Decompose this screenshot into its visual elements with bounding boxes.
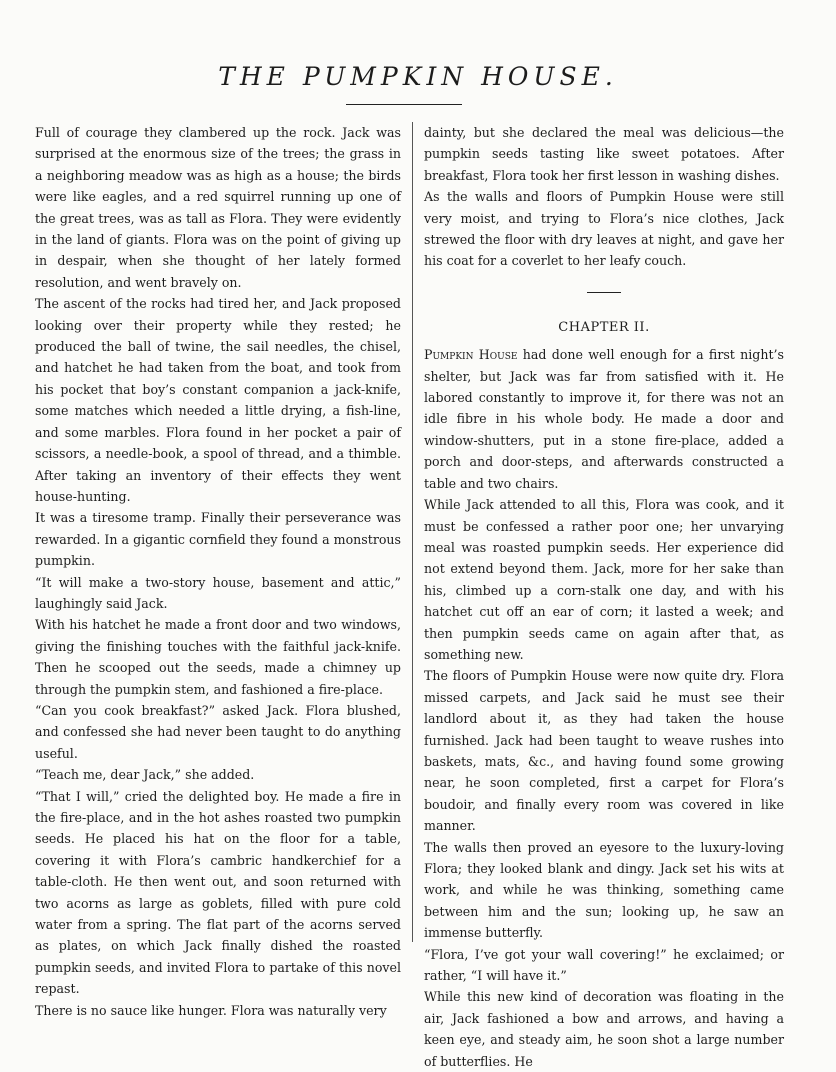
paragraph: While this new kind of decoration was floating in the air, Jack fashioned a bow and arrows, and having a keen eye, and steady aim, he soon shot a large number of butterflies. He: [424, 989, 784, 1069]
paragraph: The walls then proved an eyesore to the luxury-loving Flora; they looked blank and dingy. Jack set his wits at work, and while he was thinking, something came between him and the sun; looking up, he saw an immense butterfly.: [424, 839, 784, 941]
chapter-first-paragraph: had done well enough for a first night’s shelter, but Jack was far from satisfied with it. He labored constantly to improve it, for there was not an idle fibre in his whole body. He made a door and window-shutters, put in a stone fire-place, added a porch and door-steps, and afterwards constructed a table and two chairs.: [424, 347, 785, 491]
page-title: THE PUMPKIN HOUSE.: [218, 62, 618, 91]
paragraph: [424, 344, 784, 494]
chapter-rule: [587, 292, 621, 293]
column-divider: [412, 122, 413, 942]
paragraph: “It will make a two-story house, basement and attic,” laughingly said Jack.: [35, 574, 401, 611]
paragraph: dainty, but she declared the meal was delicious—the pumpkin seeds tasting like sweet potatoes. After breakfast, Flora took her first lesson in washing dishes.: [424, 125, 784, 183]
paragraph: While Jack attended to all this, Flora was cook, and it must be confessed a rather poor one; her unvarying meal was roasted pumpkin seeds. Her experience did not extend beyond them. Jack, more for her sake than his, climbed up a corn-stalk one day, and with his hatchet cut off an ear of corn; it lasted a week; and then pumpkin seeds came on again after that, as something new.: [424, 497, 784, 662]
paragraph: Full of courage they clambered up the rock. Jack was surprised at the enormous size of the trees; the grass in a neighboring meadow was as high as a house; the birds were like eagles, and a red squirrel running up one of the great trees, was as tall as Flora. They were evidently in the land of giants. Flora was on the point of giving up in despair, when she thought of her lately formed resolution, and went bravely on.: [35, 125, 401, 290]
paragraph: The ascent of the rocks had tired her, and Jack proposed looking over their property while they rested; he produced the ball of twine, the sail needles, the chisel, and hatchet he had taken from the boat, and took from his pocket that boy’s constant companion a jack-knife, some matches which needed a little drying, a fish-line, and some marbles. Flora found in her pocket a pair of scissors, a needle-book, a spool of thread, and a thimble. After taking an inventory of their effects they went house-hunting.: [35, 296, 401, 504]
chapter-heading: CHAPTER II.: [558, 319, 650, 335]
right-column: [424, 122, 784, 1072]
paragraph: “Teach me, dear Jack,” she added.: [35, 767, 255, 783]
paragraph: There is no sauce like hunger. Flora was naturally very: [35, 1002, 387, 1018]
paragraph: It was a tiresome tramp. Finally their perseverance was rewarded. In a gigantic cornfield they found a monstrous pumpkin.: [35, 510, 401, 569]
paragraph: As the walls and floors of Pumpkin House were still very moist, and trying to Flora’s nice clothes, Jack strewed the floor with dry leaves at night, and gave her his coat for a coverlet to her leafy couch.: [424, 189, 784, 269]
paragraph: “That I will,” cried the delighted boy. He made a fire in the fire-place, and in the hot ashes roasted two pumpkin seeds. He placed his hat on the floor for a table, covering it with Flora’s cambric handkerchief for a table-cloth. He then went out, and soon returned with two acorns as large as goblets, filled with pure cold water from a spring. The flat part of the acorns served as plates, on which Jack finally dished the roasted pumpkin seeds, and invited Flora to partake of this novel repast.: [35, 788, 401, 997]
paragraph: “Can you cook breakfast?” asked Jack. Flora blushed, and confessed she had never been taught to do anything useful.: [35, 702, 401, 761]
paragraph: With his hatchet he made a front door and two windows, giving the finishing touches with the faithful jack-knife. Then he scooped out the seeds, made a chimney up through the pumpkin stem, and fashioned a fire-place.: [35, 617, 401, 697]
paragraph: “Flora, I’ve got your wall covering!” he exclaimed; or rather, “I will have it.”: [424, 946, 784, 984]
left-column: [35, 122, 401, 1021]
chapter-lead: Pumpkin House: [424, 347, 518, 363]
title-rule: [346, 104, 462, 105]
paragraph: The floors of Pumpkin House were now quite dry. Flora missed carpets, and Jack said he must see their landlord about it, as they had taken the house furnished. Jack had been taught to weave rushes into baskets, mats, &c., and having found some growing near, he soon completed, first a carpet for Flora’s boudoir, and finally every room was covered in like manner.: [424, 668, 784, 834]
